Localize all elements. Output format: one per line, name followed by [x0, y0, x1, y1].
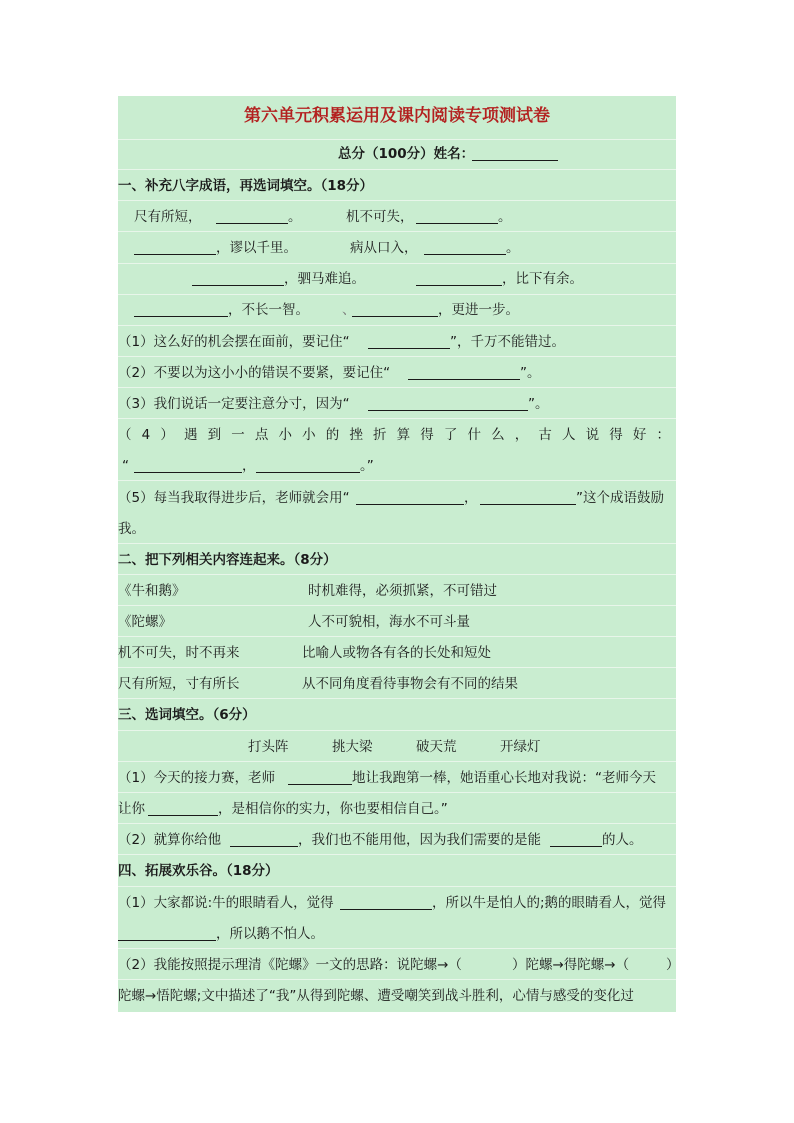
q4-char: 么	[491, 427, 505, 443]
s4q1-text-end: ，所以牛是怕人的;鹅的眼睛看人，觉得	[432, 895, 667, 911]
section4-heading: 四、拓展欢乐谷。（18分）	[118, 863, 279, 879]
q2-blank[interactable]	[408, 366, 520, 380]
row-divider	[118, 325, 676, 326]
section4-question-2-line2: 陀螺→悟陀螺;文中描述了“我”从得到陀螺、遭受嘲笑到战斗胜利，心情与感受的变化过	[118, 988, 634, 1004]
q4-char: 算	[396, 427, 411, 443]
idiom-1-blank[interactable]	[216, 210, 288, 224]
s3q2-blank-2[interactable]	[550, 833, 602, 847]
idiom-7-text: ，不长一智。	[228, 302, 309, 318]
q4-char: 得	[420, 427, 434, 443]
s3q1-text: （1）今天的接力赛，老师	[118, 770, 276, 786]
q4-close-quote: 。”	[360, 458, 374, 474]
idiom-7-mark: 、	[342, 302, 356, 318]
row-divider	[118, 730, 676, 731]
section1-question-5-line2: 我。	[118, 521, 145, 537]
section2-heading: 二、把下列相关内容连起来。（8分）	[118, 552, 337, 568]
s4q1-blank-1[interactable]	[340, 896, 432, 910]
row-divider	[118, 543, 676, 544]
q2-text-end: ”。	[520, 365, 541, 381]
row-divider	[118, 698, 676, 699]
q1-blank[interactable]	[368, 335, 450, 349]
q4-char: 4	[141, 427, 151, 443]
row-divider	[118, 854, 676, 855]
q2-text: （2）不要以为这小小的错误不要紧，要记住“	[118, 365, 391, 381]
s3q1-text-end: 地让我跑第一棒，她语重心长地对我说：“老师今天	[352, 770, 656, 786]
idiom-4-blank[interactable]	[424, 241, 506, 255]
q4-char: 什	[467, 427, 481, 443]
match-right-item[interactable]: 人不可貌相，海水不可斗量	[308, 614, 470, 630]
q4-char: 古	[538, 427, 552, 443]
q5-blank-1[interactable]	[356, 491, 464, 505]
match-right-item[interactable]: 时机难得，必须抓紧，不可错过	[308, 583, 497, 599]
q3-text: （3）我们说话一定要注意分寸，因为“	[118, 396, 350, 412]
test-paper	[118, 96, 680, 1012]
idiom-4-text: 病从口入，	[350, 240, 418, 256]
s4q1-text: （1）大家都说:牛的眼睛看人，觉得	[118, 895, 334, 911]
q4-char: 点	[254, 427, 269, 443]
q4-blank-2[interactable]	[256, 459, 360, 473]
row-divider	[118, 979, 676, 980]
row-divider	[118, 263, 676, 264]
q1-text-end: ”，千万不能错过。	[450, 334, 565, 350]
idiom-2-blank[interactable]	[416, 210, 498, 224]
row-divider	[118, 823, 676, 824]
s3q2-blank-1[interactable]	[230, 833, 298, 847]
page-title: 第六单元积累运用及课内阅读专项测试卷	[244, 106, 550, 126]
idiom-3-text: ，谬以千里。	[216, 240, 297, 256]
row-divider	[118, 418, 676, 419]
s4q2-text-end: ）	[666, 957, 680, 973]
match-right-item[interactable]: 比喻人或物各有各的长处和短处	[302, 645, 491, 661]
q5-text-end: ”这个成语鼓励	[576, 490, 664, 506]
idiom-3-blank[interactable]	[134, 241, 216, 255]
q4-char: ，	[514, 427, 529, 443]
match-left-item[interactable]: 《牛和鹅》	[118, 583, 186, 599]
q4-text	[118, 425, 670, 445]
section1-heading: 一、补充八字成语，再选词填空。（18分）	[118, 178, 374, 194]
word-option: 破天荒	[416, 739, 457, 755]
idiom-5-text: ，驷马难追。	[284, 271, 365, 287]
q4-char: 人	[561, 427, 576, 443]
s3q1-blank-2[interactable]	[148, 802, 218, 816]
q4-char: 的	[325, 427, 340, 443]
word-option: 开绿灯	[500, 739, 541, 755]
idiom-2-end: 。	[498, 209, 512, 225]
score-label: 总分（100分）姓名：	[338, 146, 475, 162]
idiom-6-blank[interactable]	[416, 272, 502, 286]
idiom-2-text: 机不可失，	[346, 209, 414, 225]
section3-heading: 三、选词填空。（6分）	[118, 707, 256, 723]
row-divider	[118, 356, 676, 357]
s4q2-text: （2）我能按照提示理清《陀螺》一文的思路：说陀螺→（	[118, 957, 462, 973]
q4-char: 遇	[183, 427, 198, 443]
row-divider	[118, 667, 676, 668]
match-left-item[interactable]: 机不可失，时不再来	[118, 645, 240, 661]
match-left-item[interactable]: 《陀螺》	[118, 614, 172, 630]
word-option: 挑大梁	[332, 739, 373, 755]
q4-char: 小	[278, 427, 292, 443]
row-divider	[118, 574, 676, 575]
idiom-5-blank[interactable]	[192, 272, 284, 286]
row-divider	[118, 480, 676, 481]
row-divider	[118, 605, 676, 606]
word-option: 打头阵	[248, 739, 289, 755]
idiom-1-end: 。	[288, 209, 302, 225]
s3q1-line2-text: 让你	[118, 801, 145, 817]
q3-blank[interactable]	[368, 397, 528, 411]
s3q1-blank-1[interactable]	[288, 771, 352, 785]
idiom-1-text: 尺有所短，	[134, 209, 202, 225]
q4-char: 到	[207, 427, 222, 443]
row-divider	[118, 792, 676, 793]
row-divider	[118, 139, 676, 140]
q4-char: 一	[231, 427, 245, 443]
row-divider	[118, 294, 676, 295]
row-divider	[118, 231, 676, 232]
s4q2-text-mid: ）陀螺→得陀螺→（	[512, 957, 630, 973]
row-divider	[118, 387, 676, 388]
row-divider	[118, 200, 676, 201]
s4q1-blank-2[interactable]	[118, 927, 216, 941]
q4-char: （	[118, 427, 132, 443]
q4-char: 挫	[349, 427, 363, 443]
q4-char: 折	[372, 427, 387, 443]
s3q2-text-end: 的人。	[602, 832, 643, 848]
idiom-4-end: 。	[506, 240, 520, 256]
q4-char: 小	[302, 427, 316, 443]
row-divider	[118, 886, 676, 887]
q4-char: ：	[656, 427, 670, 443]
q1-text: （1）这么好的机会摆在面前，要记住“	[118, 334, 350, 350]
section1-question-4	[118, 425, 676, 445]
q4-blank-1[interactable]	[134, 459, 242, 473]
row-divider	[118, 636, 676, 637]
q5-text: （5）每当我取得进步后，老师就会用“	[118, 490, 350, 506]
name-blank[interactable]	[472, 147, 558, 161]
match-left-item[interactable]: 尺有所短，寸有所长	[118, 676, 240, 692]
idiom-8-blank[interactable]	[352, 303, 438, 317]
q4-char: 了	[443, 427, 458, 443]
row-divider	[118, 761, 676, 762]
s3q2-text-mid: ，我们也不能用他，因为我们需要的是能	[298, 832, 541, 848]
idiom-7-blank[interactable]	[134, 303, 228, 317]
q4-char: 说	[585, 427, 600, 443]
q5-blank-2[interactable]	[480, 491, 576, 505]
row-divider	[118, 169, 676, 170]
q4-open-quote: “	[122, 458, 129, 474]
match-right-item[interactable]: 从不同角度看待事物会有不同的结果	[302, 676, 518, 692]
s4q1-line2-end: ，所以鹅不怕人。	[216, 926, 324, 942]
q4-char: 得	[609, 427, 623, 443]
s3q2-text: （2）就算你给他	[118, 832, 222, 848]
s3q1-line2-end: ，是相信你的实力，你也要相信自己。”	[218, 801, 448, 817]
idiom-6-text: ，比下有余。	[502, 271, 583, 287]
q3-text-end: ”。	[528, 396, 549, 412]
idiom-8-text: ，更进一步。	[438, 302, 519, 318]
q5-comma: ，	[464, 490, 478, 506]
q4-comma: ，	[242, 458, 256, 474]
q4-char: 好	[632, 427, 647, 443]
row-divider	[118, 948, 676, 949]
q4-char: ）	[160, 427, 174, 443]
